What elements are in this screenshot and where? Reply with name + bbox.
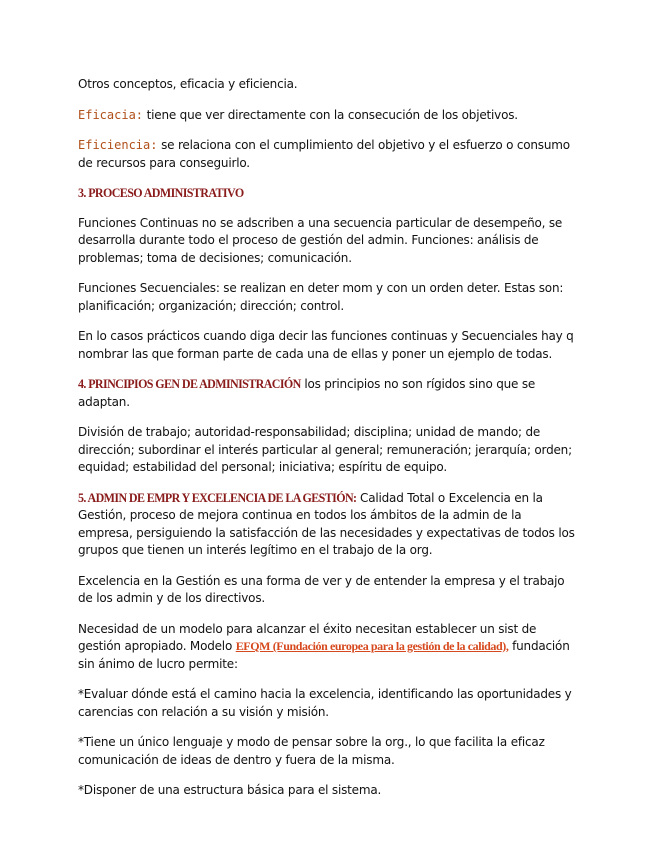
secuenciales-paragraph: Funciones Secuenciales: se realizan en deter mom y con un orden deter. Estas son: planificación; organización; dirección; control. bbox=[78, 281, 564, 313]
efqm-link[interactable]: EFQM (Fundación europea para la gestión de la calidad), bbox=[235, 639, 509, 653]
eficiencia-text: se relaciona con el cumplimiento del objetivo y el esfuerzo o consumo de recursos para conseguirlo. bbox=[78, 138, 570, 170]
modelo-text-after: fundación sin ánimo de lucro permite: bbox=[78, 639, 570, 671]
bullet-evaluar: *Evaluar dónde está el camino hacia la excelencia, identificando las oportunidades y carencias con relación a su visión y misión. bbox=[78, 687, 572, 719]
eficiencia-term: Eficiencia: bbox=[78, 138, 158, 152]
section-3-heading-block bbox=[78, 185, 578, 203]
section-4-paragraph bbox=[78, 376, 578, 411]
section-5-paragraph bbox=[78, 490, 578, 560]
bullet-lenguaje: *Tiene un único lenguaje y modo de pensar sobre la org., lo que facilita la eficaz comunicación de ideas de dentro y fuera de la misma. bbox=[78, 735, 545, 767]
eficacia-text: tiene que ver directamente con la consecución de los objetivos. bbox=[143, 107, 518, 122]
section-4-heading: 4. PRINCIPIOS GEN DE ADMINISTRACIÓN bbox=[78, 376, 301, 392]
section-4-text: los principios no son rígidos sino que se adaptan. bbox=[78, 377, 536, 409]
eficacia-paragraph bbox=[78, 107, 578, 125]
intro-paragraph: Otros conceptos, eficacia y eficiencia. bbox=[78, 77, 298, 91]
eficacia-term: Eficacia: bbox=[78, 107, 144, 122]
modelo-text-before: Necesidad de un modelo para alcanzar el éxito necesitan establecer un sist de gestión apropiado. Modelo bbox=[78, 621, 537, 653]
principios-paragraph: División de trabajo; autoridad-responsabilidad; disciplina; unidad de mando; de dirección; subordinar el interés particular al general; remuneración; jerarquía; orden; equidad; estabilidad del personal; iniciativa; espíritu de equipo. bbox=[78, 425, 572, 474]
modelo-paragraph bbox=[78, 621, 578, 674]
continuas-paragraph: Funciones Continuas no se adscriben a una secuencia particular de desempeño, se desarrolla durante todo el proceso de gestión del admin. Funciones: análisis de problemas; toma de decisiones; comunicación. bbox=[78, 215, 563, 265]
bullet-estructura: *Disponer de una estructura básica para el sistema. bbox=[78, 783, 382, 797]
section-3-heading: 3. PROCESO ADMINISTRATIVO bbox=[78, 185, 244, 201]
section-5-heading: 5. ADMIN DE EMPR Y EXCELENCIA DE LA GESTIÓN: bbox=[78, 490, 357, 505]
casos-paragraph: En lo casos prácticos cuando diga decir las funciones continuas y Secuenciales hay q nombrar las que forman parte de cada una de ellas y poner un ejemplo de todas. bbox=[78, 329, 574, 361]
document-page bbox=[78, 76, 578, 813]
eficiencia-paragraph bbox=[78, 137, 578, 172]
excelencia-paragraph: Excelencia en la Gestión es una forma de ver y de entender la empresa y el trabajo de los admin y de los directivos. bbox=[78, 573, 565, 605]
section-5-text: Calidad Total o Excelencia en la Gestión, proceso de mejora continua en todos los ámbitos de la admin de la empresa, persiguiendo la satisfacción de las necesidades y expectativas de todos los grupos que tienen un interés legítimo en el trabajo de la org. bbox=[78, 490, 575, 557]
